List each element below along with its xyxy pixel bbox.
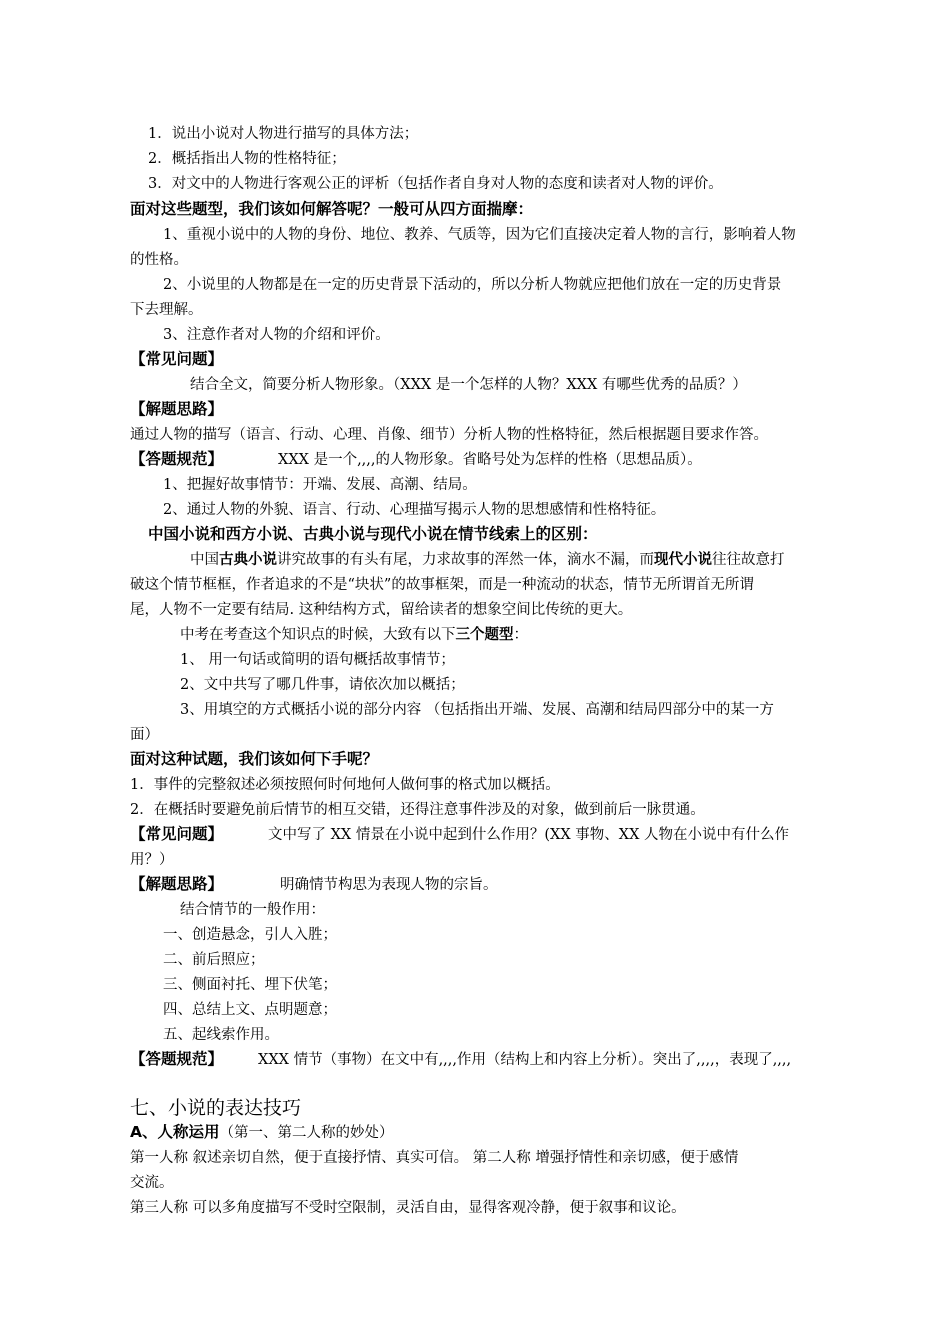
emphasis-text: 古典小说	[219, 552, 277, 568]
list-item: 1．事件的完整叙述必须按照何时何地何人做何事的格式加以概括。	[130, 777, 560, 793]
subsection-title: A、人称运用	[130, 1123, 220, 1141]
answer-standard-label: 【答题规范】	[130, 450, 224, 468]
solution-approach-label: 【解题思路】	[130, 400, 224, 418]
list-item: 二、前后照应；	[163, 952, 265, 968]
paragraph: 明确情节构思为表现人物的宗旨。	[280, 877, 498, 893]
paragraph: 结合情节的一般作用：	[180, 902, 325, 918]
paragraph: 文中写了 XX 情景在小说中起到什么作用？(XX 事物、XX 人物在小说中有什么作	[268, 827, 790, 843]
list-item: 三、侧面衬托、埋下伏笔；	[163, 977, 337, 993]
chapter-heading: 七、小说的表达技巧	[130, 1097, 302, 1119]
section-heading: 中国小说和西方小说、古典小说与现代小说在情节线索上的区别：	[148, 525, 598, 543]
paragraph: 第三人称 可以多角度描写不受时空限制，灵活自由，显得客观冷静，便于叙事和议论。	[130, 1200, 686, 1216]
list-item: 1．说出小说对人物进行描写的具体方法；	[148, 126, 419, 142]
text-run: 讲究故事的有头有尾，力求故事的浑然一体，滴水不漏，而	[277, 552, 654, 568]
answer-standard-label: 【答题规范】	[130, 1050, 224, 1068]
list-item: 面）	[130, 727, 159, 743]
paragraph	[180, 625, 912, 645]
list-item: 2．概括指出人物的性格特征；	[148, 151, 346, 167]
paragraph: 2、小说里的人物都是在一定的历史背景下活动的，所以分析人物就应把他们放在一定的历史背景	[163, 277, 782, 293]
paragraph: 3、注意作者对人物的介绍和评价。	[163, 327, 390, 343]
paragraph: 的性格。	[130, 252, 188, 268]
list-item: 1、 用一句话或简明的语句概括故事情节；	[180, 652, 455, 668]
paragraph: 结合全文，简要分析人物形象。（XXX 是一个怎样的人物？XXX 有哪些优秀的品质？）	[190, 377, 747, 393]
section-heading: 面对这种试题，我们该如何下手呢？	[130, 750, 379, 768]
list-item: 3．对文中的人物进行客观公正的评析（包括作者自身对人物的态度和读者对人物的评价。	[148, 176, 723, 192]
paragraph: 下去理解。	[130, 302, 203, 318]
paragraph: 破这个情节框框，作者追求的不是“块状”的故事框架，而是一种流动的状态，情节无所谓首无所谓	[130, 577, 754, 593]
list-item: 2、文中共写了哪几件事，请依次加以概括；	[180, 677, 465, 693]
text-run: 中国	[190, 552, 219, 568]
paragraph: 用？）	[130, 852, 174, 868]
list-item: 1、把握好故事情节：开端、发展、高潮、结局。	[163, 477, 477, 493]
paragraph: XXX 是一个,,,,的人物形象。省略号处为怎样的性格（思想品质）。	[278, 452, 702, 468]
paragraph: XXX 情节（事物）在文中有,,,,作用（结构上和内容上分析）。突出了,,,,，表现了,,,,	[258, 1052, 792, 1068]
common-question-label: 【常见问题】	[130, 825, 224, 843]
paragraph: 通过人物的描写（语言、行动、心理、肖像、细节）分析人物的性格特征，然后根据题目要求作答。	[130, 427, 768, 443]
list-item: 2．在概括时要避免前后情节的相互交错，还得注意事件涉及的对象，做到前后一脉贯通。	[130, 802, 705, 818]
list-item: 四、总结上文、点明题意；	[163, 1002, 337, 1018]
common-question-label: 【常见问题】	[130, 350, 224, 368]
text-run: 往往故意打	[712, 552, 785, 568]
text-run: ：	[513, 627, 528, 643]
paragraph	[190, 550, 862, 570]
list-item: 五、起线索作用。	[163, 1027, 279, 1043]
text-run: 中考在考查这个知识点的时候，大致有以下	[180, 627, 456, 643]
solution-approach-label: 【解题思路】	[130, 875, 224, 893]
paragraph: 1、重视小说中的人物的身份、地位、教养、气质等，因为它们直接决定着人物的言行，影响着人物	[163, 227, 796, 243]
subsection-heading	[130, 1122, 862, 1143]
paragraph: 第一人称 叙述亲切自然，便于直接抒情、真实可信。 第二人称 增强抒情性和亲切感，便于感情	[130, 1150, 739, 1166]
emphasis-text: 现代小说	[654, 552, 712, 568]
list-item: 2、通过人物的外貌、语言、行动、心理描写揭示人物的思想感情和性格特征。	[163, 502, 666, 518]
emphasis-text: 三个题型	[455, 627, 514, 643]
paragraph: 交流。	[130, 1175, 174, 1191]
section-heading: 面对这些题型，我们该如何解答呢？一般可从四方面揣摩：	[130, 200, 534, 218]
paragraph: 尾，人物不一定要有结局. 这种结构方式，留给读者的想象空间比传统的更大。	[130, 602, 633, 618]
list-item: 3、用填空的方式概括小说的部分内容 （包括指出开端、发展、高潮和结局四部分中的某一方	[180, 702, 774, 718]
subsection-note: （第一、第二人称的妙处）	[219, 1125, 394, 1141]
list-item: 一、创造悬念，引人入胜；	[163, 927, 337, 943]
